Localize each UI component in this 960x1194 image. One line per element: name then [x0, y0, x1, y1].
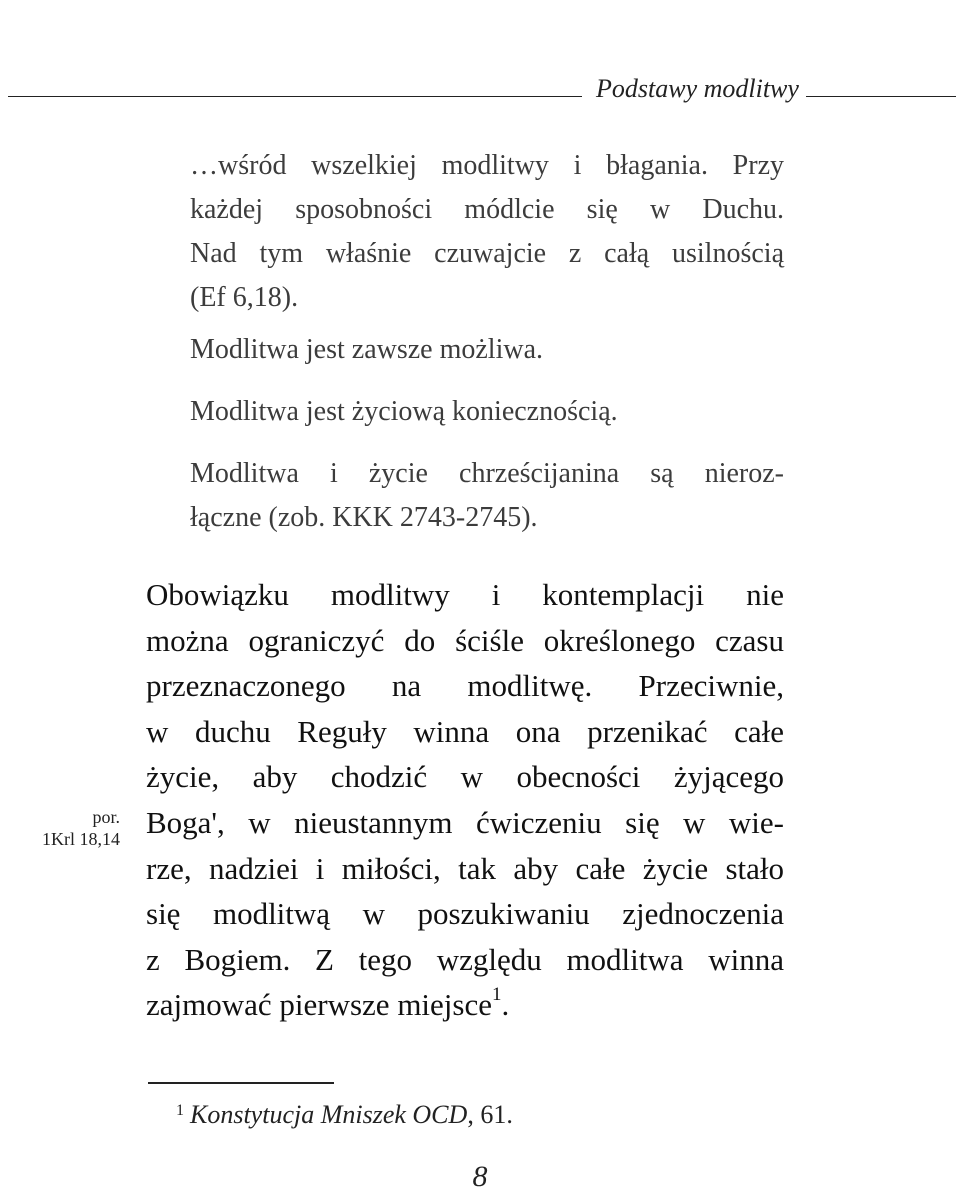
footnote-reference[interactable]: 1 — [492, 984, 502, 1006]
quote-line: Modlitwa i życie chrześcijanina są nieroz- — [190, 458, 784, 489]
footnote-title: Konstytucja Mniszek OCD — [190, 1100, 468, 1129]
paragraph-last-line — [146, 982, 784, 1028]
paragraph-line: życie, aby chodzić w obecności żyjącego — [146, 759, 784, 795]
quote-line: …wśród wszelkiej modlitwy i błagania. Przy — [190, 150, 784, 181]
quote-prayer-necessity — [190, 390, 784, 434]
paragraph-last-text: zajmować pierwsze miejsce — [146, 987, 492, 1023]
quote-line: (Ef 6,18). — [190, 282, 299, 313]
paragraph-line: można ograniczyć do ściśle określonego czasu — [146, 622, 784, 658]
quote-ephesians — [190, 144, 784, 320]
paragraph-line: Boga', w nieustannym ćwiczeniu się w wie- — [146, 804, 784, 840]
paragraph-line: Obowiązku modlitwy i kontemplacji nie — [146, 577, 784, 612]
paragraph-line: w duchu Reguły winna ona przenikać całe — [146, 713, 784, 749]
paragraph-line: przeznaczonego na modlitwę. Przeciwnie, — [146, 668, 784, 704]
footnote-marker: 1 — [176, 1102, 184, 1119]
paragraph-end-punct: . — [501, 987, 510, 1023]
page-number: 8 — [472, 1160, 488, 1193]
paragraph-line: z Bogiem. Z tego względu modlitwa winna — [146, 941, 784, 977]
margin-note-line: 1Krl 18,14 — [42, 829, 120, 849]
running-header — [0, 68, 960, 108]
main-paragraph — [146, 572, 784, 1028]
quote-line: każdej sposobności módlcie się w Duchu. — [190, 194, 784, 225]
running-title: Podstawy modlitwy — [596, 74, 799, 103]
paragraph-line: się modlitwą w poszukiwaniu zjednoczenia — [146, 896, 784, 932]
footnote-rule — [148, 1082, 334, 1084]
quote-line: Modlitwa jest życiową koniecznością. — [190, 396, 618, 427]
quote-line: Nad tym właśnie czuwajcie z całą usilnością — [190, 238, 784, 269]
quote-prayer-possible — [190, 328, 784, 372]
margin-note-line: por. — [92, 807, 120, 827]
footnote-rest: , 61. — [467, 1100, 513, 1129]
header-rule-left — [8, 96, 582, 97]
margin-reference — [42, 806, 120, 850]
footnote — [176, 1100, 513, 1130]
quote-line: Modlitwa jest zawsze możliwa. — [190, 334, 544, 365]
header-rule-right — [806, 96, 956, 97]
quote-line: łączne (zob. KKK 2743-2745). — [190, 502, 538, 533]
quote-prayer-life — [190, 452, 784, 540]
paragraph-line: rze, nadziei i miłości, tak aby całe życie stało — [146, 850, 784, 886]
